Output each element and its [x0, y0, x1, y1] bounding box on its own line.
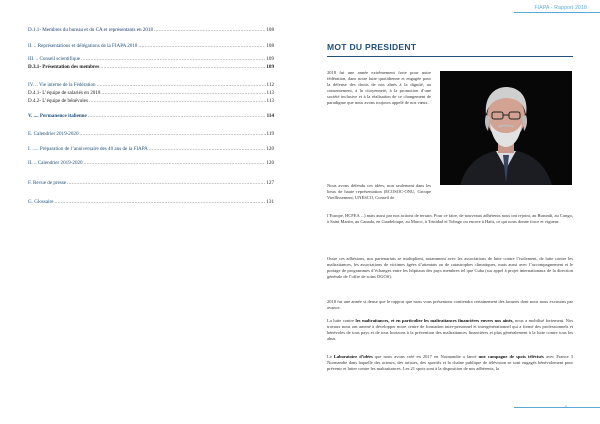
toc-entry-page: 127 [266, 180, 274, 186]
toc-entry-label: E. Calendrier 2019-2020 [28, 131, 79, 137]
toc-entry[interactable] [28, 199, 274, 205]
title-rule [327, 56, 573, 57]
p6-text-pre: Le [327, 354, 334, 359]
paragraph-1: 2018 fut une année extrêmement forte pour notre fédération, dans notre lutte quotidienne et engagée pour la défense des droits de nos aînés à la dignité, au consentement, à la citoyenneté, à la promotion d’une société inclusive et à la réalisation de ce changement de paradigme que nous avons toujours appelé de nos vœux. [327, 70, 431, 106]
paragraph-2-intro: Nous avons défendu ces idées, non seulement dans les lieux de haute représentation (ECOSOC-ONU, Groupe Vieillissement, UNESCO, Conseil de [327, 183, 431, 201]
running-head: FIAPA - Rapport 2018 [534, 5, 587, 11]
toc-entry[interactable] [28, 113, 274, 119]
toc-entry[interactable] [28, 82, 274, 88]
toc-entry-label: F. Revue de presse [28, 180, 67, 186]
toc-leader-dots [67, 180, 265, 186]
toc-entry-page: 108 [266, 27, 274, 33]
toc-entry-label: G. Glossaire [28, 199, 54, 205]
toc-entry-page: 112 [266, 82, 274, 88]
toc-entry-label: D.4.1- L’équipe de salariés en 2018 [28, 90, 101, 96]
toc-leader-dots [89, 98, 266, 104]
president-page [300, 0, 600, 424]
toc-entry-page: 109 [266, 64, 274, 70]
toc-entry-page: 120 [266, 146, 274, 152]
toc-entry[interactable] [28, 146, 274, 152]
toc-entry-page: 108 [266, 43, 274, 49]
toc-entry-label: II. .. Représentations et délégations de la FIAPA 2018 [28, 43, 138, 49]
page-title: MOT DU PRESIDENT [327, 42, 417, 52]
header-rule [514, 12, 600, 13]
paragraph-4: 2018 fut une année si dense que le rapport que nous vous présentons contiendra certainement des lacunes dont nous nous excusons par avance. [327, 299, 573, 311]
toc-leader-dots [84, 160, 266, 166]
paragraph-2: l’Europe, HCFEA ...) mais aussi par nos actions de terrain. Pour ce faire, de nouveaux adhérents nous ont rejoint, au Burundi, au Congo, à Saint Martin, au Canada, en Guadeloupe, au Maroc, à Trinidad et Tobago ou encore à Haïti, ce qui nous donne force et vigueur. [327, 213, 573, 225]
p6-text-bold-1: Laboratoire d’idées [333, 354, 373, 359]
p5-text-bold: les maltraitances, et en particulier les maltraitances financières envers nos aînés, [355, 318, 514, 323]
toc-entry-page: 120 [266, 160, 274, 166]
toc-entry-page: 114 [266, 113, 274, 119]
paragraph-6 [327, 354, 573, 372]
toc-leader-dots [80, 131, 266, 137]
page-number: 5 [564, 404, 567, 409]
toc-entry-page: 113 [266, 98, 274, 104]
p5-text-post: nous a mobilisé fortement. Nos travaux nous ont amené à développer notre centre de formation inter-personnel et intergénérationnel qui a formé des professionnels et bénévoles de tous pays et de tous horizons à la prévention des maltraitances financières et plus généralement à la lutte contre tous les abus. [327, 318, 573, 342]
toc-entry-label: I. ..... Préparation de l’anniversaire des 40 ans de la FIAPA [28, 146, 148, 152]
toc-entry-label: IV. .. Vie interne de la Fédération [28, 82, 96, 88]
president-portrait-photo [440, 71, 572, 185]
footer-rule [514, 407, 600, 408]
toc-entry-label: II. .. Calendrier 2019-2020 [28, 160, 83, 166]
toc-entry[interactable] [28, 180, 274, 186]
toc-leader-dots [100, 64, 265, 70]
toc-entry[interactable] [28, 43, 274, 49]
toc-entry-label: D.4.2- L’équipe de bénévoles [28, 98, 88, 104]
toc-entry[interactable] [28, 90, 274, 96]
toc-entry[interactable] [28, 27, 274, 33]
p5-text-pre: La lutte contre [327, 318, 356, 323]
toc-entry-label: D.1.1- Membres du bureau et du CA et représentants en 2018 [28, 27, 154, 33]
toc-entry-label: III. .. Conseil scientifique [28, 56, 81, 62]
p6-text-bold-2: une campagne de spots télévisés [478, 354, 544, 359]
toc-leader-dots [149, 146, 266, 152]
toc-entry[interactable] [28, 64, 274, 70]
toc-entry[interactable] [28, 98, 274, 104]
toc-entry-page: 113 [266, 90, 274, 96]
toc-leader-dots [101, 90, 265, 96]
p6-text-mid: que nous avons créé en 2017 en Normandie a lancé [372, 354, 479, 359]
p6-text-post: avec France 3 Normandie dans laquelle des acteurs, des artistes, des sportifs et la chaîne publique de télévision se sont engagés bénévolement pour prévenir et lutter contre les maltraitances. Les 21 spots sont à la disposition de nos adhérents, la [327, 354, 573, 372]
toc-entry[interactable] [28, 160, 274, 166]
toc-leader-dots [54, 199, 265, 205]
toc-leader-dots [97, 82, 266, 88]
toc-entry-page: 109 [266, 56, 274, 62]
toc-leader-dots [81, 56, 265, 62]
paragraph-3: Outre ces adhésions, nos partenariats se multiplient, notamment avec les associations de lutte contre l’isolement, de lutte contre les maltraitances, les associations de victimes âgées d’attentats ou de catastrophes climatiques, mais aussi avec l’accompagnement et le portage de programmes d’échanges entre les hôpitaux des pays membres tel que Cuba (sur appel à projet internationaux de la direction générale de l’offre de soins DGOS). [327, 256, 573, 280]
toc-leader-dots [88, 113, 266, 119]
paragraph-5 [327, 318, 573, 342]
toc-entry-label: D.3.1- Présentation des membres [28, 64, 100, 70]
toc-entry-page: 119 [266, 131, 274, 137]
toc-leader-dots [138, 43, 265, 49]
toc-entry[interactable] [28, 131, 274, 137]
toc-entry-label: V. .... Permanence italienne [28, 113, 87, 119]
toc-leader-dots [154, 27, 265, 33]
toc-entry-page: 131 [266, 199, 274, 205]
toc-entry[interactable] [28, 56, 274, 62]
